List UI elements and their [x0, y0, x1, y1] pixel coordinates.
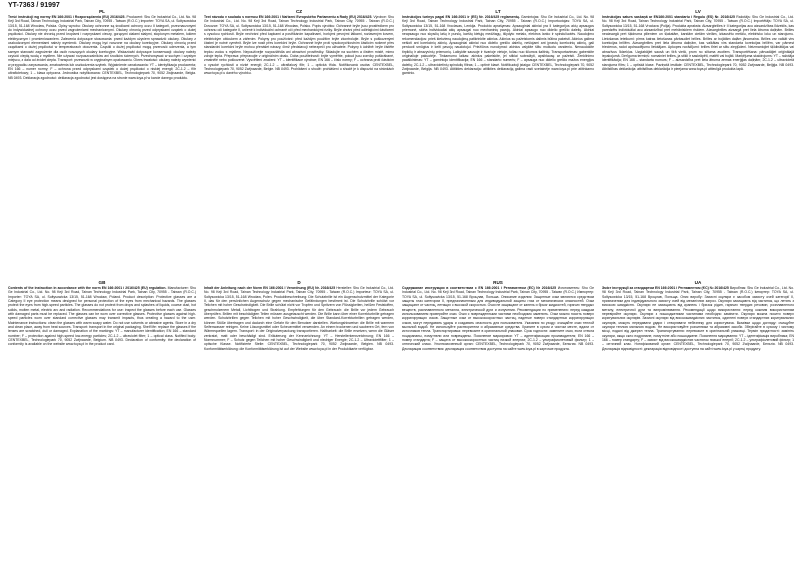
section-text: Producent: Shu Ge Industrial Co., Ltd. No. 98 Keji 3rd Road, Tainan Technology Industrial Park, Tainan City, 70955 - Taiwan (R.O.C.) Importer: TOYA SA, ul. Sołtysowicka 13/15, 51-168 Wrocław, Polska. Opisy wyrobu: Okulary ochronne są środkami ochrony oczu II kategorii, przeznaczonymi do indywidualnej ochrony oczu przed zagrożeniami mechanicznymi. Okulary chronią przed odpryskami cząstek o dużej prędkości. Okulary nie chronią przed kroplami i rozpryskami cieczy, gorącymi ciałami stałymi, stopionym metalem, łukiem elektrycznym i promieniowaniem. Zalecenia dotyczące stosowania: przed każdym użyciem sprawdzić okulary. Okulary z uszkodzonymi elementami należy wymienić. Okulary mogą być noszone na okulary korekcyjne. Okulary chronią przed cząstkami o dużej prędkości w temperaturach otoczenia. Cząstki o dużej prędkości mogą przenosić uderzenia, a tym samym stanowić zagrożenie dla osób noszących okulary korekcyjne. Wskazówki dotyczące konserwacji: okulary należy czyścić ciepłą wodą z mydłem. Nie używać rozpuszczalników ani środków ściernych. Przechowywać w suchym i czystym miejscu, z dala od źródeł ciepła. Transport: przewozić w oryginalnym opakowaniu. Okres trwałości: okulary należy wymienić w przypadku zarysowania, zmatowienia lub uszkodzenia szybek. Wyjaśnienie oznakowania: YT – identyfikacja producenta; EN 166 – numer normy; F – ochrona przed odpryskami cząstek o dużej prędkości o niskiej energii; 2C-1.2 – filtr ultrafioletowy; 1 – klasa optyczna. Jednostka notyfikowana: CENTEXBEL, Technologiepark 70, 9052 Zwijnaarde, Belgia. NB 0493. Deklaracja zgodności: deklaracja zgodności jest dostępna na stronie www.toya.pl w karcie danego produktu.: [8, 15, 196, 80]
section-lt: [402, 9, 594, 271]
section-cz: [204, 9, 394, 271]
section-lang: CZ: [295, 9, 303, 14]
section-lang: RUS: [493, 280, 503, 285]
section-title: Text návodu v souladu s normou EN 166:2001 i Nařízení Evropského Parlamentu a Rady (EU) 2016/425.: [204, 15, 374, 19]
section-body: [204, 15, 394, 76]
section-body: [8, 286, 196, 347]
section-title: Зміст інструкції за стандартом EN 166:2001 і Регламентом (ЄС) № 2016/425: [602, 286, 730, 290]
section-ua: [602, 280, 794, 564]
section-pl: [8, 9, 196, 271]
section-body: [8, 15, 196, 80]
section-gb: [8, 280, 196, 564]
section-body: [602, 286, 794, 351]
section-lang: PL: [99, 9, 105, 14]
section-title: Instrukcijos turinys pagal EN 166:2001 ir (ES) Nr. 2016/425 reglamentą.: [402, 15, 521, 19]
section-body: [402, 286, 594, 351]
section-d: [204, 280, 394, 564]
section-text: Ražotājs: Shu Ge Industrial Co., Ltd. No. 98 Keji 3rd Road, Tainan Technology Industrial Park, Tainan City, 70955 - Taiwan (R.O.C.) Importētājs: TOYA SA, ul. Sołtysowicka 13/15, 51-168 Vroclava (Polija). Produkta apraksts: Aizsargbrilles ir II kategorijas acu aizsardzības līdzeklis, kas paredzēts individuālai acu aizsardzībai pret mehāniskiem riskiem. Aizsargbrilles aizsargā pret liela ātruma daļiņām. Brilles neaizsargā pret šķidruma pilieniem un šļakatām, karstām cietām vielām, izkausētu metālu, elektrisko loku un starojumu. Lietošanas ieteikumi: pirms katras lietošanas pārbaudiet brilles. Brilles ar bojātām daļām jānomaina. Brilles var valkāt virs korekcijas brillēm. Aizsargbrilles pret liela ātruma daļiņām, kas valkātas virs standarta korekcijas brillēm, var pārnest triecienus, radot apdraudējumu lietotājam. Apkopes norādījumi: brilles tīriet ar siltu ziepjūdeni. Neizmantojiet šķīdinātājus vai abrazīvus līdzekļus. Uzglabājiet sausā un tīrā vietā, prom no siltuma avotiem. Transportēšana: pārvadājiet oriģinālajā iepakojumā. Derīguma termiņš: nomainiet brilles, ja stikli ir saskrāpēti, matēti vai bojāti. Marķējuma skaidrojums: YT – ražotāja identifikācija; EN 166 – standarta numurs; F – aizsardzība pret liela ātruma zemas enerģijas daļiņām; 2C-1.2 – ultravioletā starojuma filtrs; 1 – optiskā klase. Paziņotā iestāde: CENTEXBEL, Technologiepark 70, 9052 Zwijnaarde, Beļģija. NB 0493. Atbilstības deklarācija: atbilstības deklarācija ir pieejama www.toya.pl attiecīgā produkta lapā.: [602, 15, 794, 72]
section-lang: D: [297, 280, 301, 285]
section-lang: GB: [98, 280, 106, 285]
section-text: Gamintojas: Shu Ge Industrial Co., Ltd. No. 98 Keji 3rd Road, Tainan Technology Industrial Park, Tainan City, 70955 - Taiwan (R.O.C.) Importuotojas: TOYA SA, ul. Sołtysowicka 13/15, 51-168 Vroclavas, Lenkija. Produkto aprašymas: Apsauginiai akiniai yra II kategorijos akių apsaugos priemonė, skirta individualiai akių apsaugai nuo mechaninių pavojų. Akiniai apsaugo nuo didelio greičio dalelių. Akiniai neapsaugo nuo skysčių lašų ir purslų, karštų kietųjų medžiagų, išlydyto metalo, elektros lanko ir spinduliuotės. Naudojimo rekomendacijos: prieš kiekvieną naudojimą patikrinkite akinius. Akinius su pažeistomis dalimis būtina pakeisti. Akinius galima nešioti ant korekcinių akinių. Apsauginiai akiniai nuo didelio greičio dalelių, nešiojami ant įprastų korekcinių akinių, gali perduoti smūgius ir kelti pavojų naudotojui. Priežiūros nurodymai: akinius valykite šiltu muiluotu vandeniu. Nenaudokite tirpiklių ir abrazyvinių priemonių. Laikykite sausoje ir švarioje vietoje, toliau nuo šilumos šaltinių. Transportavimas: gabenkite originalioje pakuotėje. Tinkamumo laikas: akinius pakeiskite, jei stiklai subraižyti, apsiblausę ar pažeisti. Ženklinimo paaiškinimas: YT – gamintojo identifikacija; EN 166 – standarto numeris; F – apsauga nuo didelio greičio mažos energijos dalelių; 2C-1.2 – ultravioletinių spindulių filtras; 1 – optinė klasė. Notifikuotoji įstaiga: CENTEXBEL, Technologiepark 70, 9052 Zwijnaarde, Belgija. NB 0493. Atitikties deklaracija: atitikties deklaraciją galima rasti svetainėje www.toya.pl prie atitinkamo gaminio.: [402, 15, 594, 76]
section-rus: [402, 280, 594, 564]
section-lang: LV: [695, 9, 701, 14]
section-text: Изготовитель: Shu Ge Industrial Co., Ltd. No. 98 Keji 3rd Road, Tainan Technology Industrial Park, Tainan City, 70955 - Taiwan (R.O.C.) Импортер: TOYA SA, ul. Sołtysowicka 13/15, 51-168 Вроцлав, Польша. Описание изделия: Защитные очки являются средством защиты глаз категории II, предназначенным для индивидуальной защиты глаз от механических опасностей. Очки защищают от частиц, летящих с высокой скоростью. Очки не защищают от капель и брызг жидкостей, горячих твердых веществ, расплавленного металла, электрической дуги и излучения. Рекомендации по применению: перед каждым использованием проверяйте очки. Очки с поврежденными частями необходимо заменить. Очки можно носить поверх корригирующих очков. Защитные очки от высокоскоростных частиц, надетые поверх стандартных корригирующих очков, могут передавать удары и создавать опасность для пользователя. Указания по уходу: очищайте очки теплой мыльной водой. Не используйте растворители и абразивные средства. Храните в сухом и чистом месте, вдали от источников тепла. Транспортировка: перевозите в оригинальной упаковке. Срок годности: замените очки, если стекла поцарапаны, помутнели или повреждены. Пояснение маркировки: YT – идентификация производителя; EN 166 – номер стандарта; F – защита от высокоскоростных частиц низкой энергии; 2C-1.2 – ультрафиолетовый фильтр; 1 – оптический класс. Уполномоченный орган: CENTEXBEL, Technologiepark 70, 9052 Zwijnaarde, Бельгия. NB 0493. Декларация соответствия: декларация соответствия доступна на сайте www.toya.pl в карточке продукта.: [402, 286, 594, 351]
product-code: YT-7363 / 91997: [8, 2, 60, 9]
section-title: Instrukcijas saturs saskaņā ar EN166:2001 standartu i Regulu (ES) Nr. 2016/425: [602, 15, 737, 19]
section-title: Содержание инструкции в соответствии с EN 166:2001 i Регламентом (ЕС) Nr 2016/425: [402, 286, 558, 290]
section-body: [204, 286, 394, 351]
section-title: Inhalt der Anleitung nach der Norm EN 166:2001 I Verordnung (EU) Nr. 2016/425: [204, 286, 337, 290]
section-text: Виробник: Shu Ge Industrial Co., Ltd. No. 98 Keji 3rd Road, Tainan Technology Industrial Park, Tainan City, 70955 - Taiwan (R.O.C.) Імпортер: TOYA SA, ul. Sołtysowicka 13/15, 51-168 Вроцлав, Польща. Опис виробу: Захисні окуляри є засобом захисту очей категорії II, призначеним для індивідуального захисту очей від механічних загроз. Окуляри захищають від частинок, що летять з високою швидкістю. Окуляри не захищають від крапель і бризок рідин, гарячих твердих речовин, розплавленого металу, електричної дуги та випромінювання. Рекомендації щодо використання: перед кожним використанням перевіряйте окуляри. Окуляри з пошкодженими частинами необхідно замінити. Окуляри можна носити поверх коригувальних окулярів. Захисні окуляри від високошвидкісних частинок, одягнені поверх стандартних коригувальних окулярів, можуть передавати удари і створювати небезпеку для користувача. Вказівки щодо догляду: очищуйте окуляри теплою мильною водою. Не використовуйте розчинники та абразивні засоби. Зберігайте в сухому і чистому місці, подалі від джерел тепла. Транспортування: перевозьте в оригінальній упаковці. Термін придатності: замініть окуляри, якщо скло подряпане, помутніле або пошкоджене. Пояснення маркування: YT – ідентифікація виробника; EN 166 – номер стандарту; F – захист від високошвидкісних частинок низької енергії; 2C-1.2 – ультрафіолетовий фільтр; 1 – оптичний клас. Нотифікований орган: CENTEXBEL, Technologiepark 70, 9052 Zwijnaarde, Бельгія. NB 0493. Декларація відповідності: декларація відповідності доступна на сайті www.toya.pl у картці продукту.: [602, 286, 794, 351]
section-title: Treść instrukcji wg normy EN 166:2001 i Rozporządzenia (EU) 2016/425.: [8, 15, 127, 19]
section-title: Contents of the instruction in accordance with the norm EN 166:2001 i 2016/425 (EU) regulation.: [8, 286, 168, 290]
section-text: Výrobce: Shu Ge Industrial Co., Ltd. No. 98 Keji 3rd Road, Tainan Technology Industrial Park, Tainan City, 70955 - Taiwan (R.O.C.) Dovozce: TOYA SA, ul. Sołtysowicka 13/15, 51-168 Wrocław, Polsko. Popis výrobku: Ochranné brýle jsou prostředkem pro ochranu očí kategorie II, určené k individuální ochraně očí před mechanickými riziky. Brýle chrání před odlétajícími částicemi s vysokou rychlostí. Brýle nechrání před kapkami a postříkáním kapalinami, horkými pevnými látkami, roztaveným kovem, elektrickým obloukem a zářením. Pokyny pro používání: před každým použitím brýle zkontrolujte. Brýle s poškozenými částmi je nutné vyměnit. Brýle lze nosit přes korekční brýle. Ochranné brýle proti vysokorychlostním částicím nošené přes standardní korekční brýle mohou přenášet nárazy, čímž představují nebezpečí pro uživatele. Pokyny k údržbě: brýle čistěte teplou vodou s mýdlem. Nepoužívejte rozpouštědla ani abrazivní prostředky. Skladujte na suchém a čistém místě, mimo zdroje tepla. Přeprava: přepravujte v originálním obalu. Doba použitelnosti: brýle vyměňte, pokud jsou zorníky poškrábané, zmatnělé nebo poškozené. Vysvětlení značení: YT – identifikace výrobce; EN 166 – číslo normy; F – ochrana proti částicím o vysoké rychlosti a nízké energii; 2C-1.2 – ultrafialový filtr; 1 – optická třída. Notifikovaná osoba: CENTEXBEL, Technologiepark 70, 9052 Zwijnaarde, Belgie. NB 0493. Prohlášení o shodě: prohlášení o shodě je k dispozici na stránkách www.toya.pl u daného výrobku.: [204, 15, 394, 76]
section-text: Hersteller: Shu Ge Industrial Co., Ltd. No. 98 Keji 3rd Road, Tainan Technology Industrial Park, Tainan City, 70955 - Taiwan (R.O.C.) Importeur: TOYA SA, ul. Sołtysowicka 13/15, 51-168 Wrocław, Polen. Produktbeschreibung: Die Schutzbrille ist ein Augenschutzmittel der Kategorie II, das für den persönlichen Augenschutz gegen mechanische Gefährdungen bestimmt ist. Die Schutzbrille schützt vor Teilchen mit hoher Geschwindigkeit. Die Brille schützt nicht vor Tropfen und Spritzern von Flüssigkeiten, heißen Feststoffen, geschmolzenem Metall, Lichtbogen und Strahlung. Empfehlungen für den Gebrauch: die Brille vor jedem Gebrauch überprüfen. Brillen mit beschädigten Teilen müssen ausgetauscht werden. Die Brille kann über einer Korrekturbrille getragen werden. Schutzbrillen gegen Teilchen mit hoher Geschwindigkeit, die über Standard-Korrekturbrillen getragen werden, können Stöße übertragen und dadurch eine Gefahr für den Benutzer darstellen. Wartungshinweise: die Brille mit warmem Seifenwasser reinigen. Keine Lösungsmittel oder Scheuermittel verwenden. An einem trockenen und sauberen Ort, fern von Wärmequellen lagern. Transport: in der Originalverpackung transportieren. Haltbarkeit: die Brille ersetzen, wenn die Gläser zerkratzt, matt oder beschädigt sind. Erläuterung der Kennzeichnung: YT – Herstellerkennzeichnung; EN 166 – Normnummer; F – Schutz gegen Teilchen mit hoher Geschwindigkeit und niedriger Energie; 2C-1.2 – Ultraviolettfilter; 1 – optische Klasse. Notifizierte Stelle: CENTEXBEL, Technologiepark 70, 9052 Zwijnaarde, Belgien. NB 0493. Konformitätserklärung: die Konformitätserklärung ist auf der Website www.toya.pl in der Produktkarte verfügbar.: [204, 286, 394, 351]
section-lang: UA: [694, 280, 702, 285]
section-text: Manufacturer: Shu Ge Industrial Co., Ltd. No. 98 Keji 3rd Road, Tainan Technology Industrial Park, Tainan City, 70955 - Taiwan (R.O.C.) Importer: TOYA SA, ul. Sołtysowicka 13/15, 51-168 Wrocław, Poland. Product description: Protective glasses are a Category II eye protection means designed for personal protection of the eyes from mechanical hazards. The glasses protect the eyes from high-speed particles. The glasses do not protect from drops and splashes of liquids, coarse dust, hot solids, molten metal, electric arc and radiation. Recommendations for use: inspect the glasses before each use. Glasses with damaged parts must be replaced. The glasses can be worn over corrective glasses. Protective glasses against high-speed particles worn over standard corrective glasses may transmit impacts, thus creating a hazard to the user. Maintenance instructions: clean the glasses with warm soapy water. Do not use solvents or abrasive agents. Store in a dry and clean place, away from heat sources. Transport: transport in the original packaging. Shelf life: replace the glasses if the lenses are scratched, dull or damaged. Explanation of the markings: YT – manufacturer identification; EN 166 – standard number; F – protection against high-speed low-energy particles; 2C-1.2 – ultraviolet filter; 1 – optical class. Notified body: CENTEXBEL, Technologiepark 70, 9052 Zwijnaarde, Belgium. NB 0493. Declaration of conformity: the declaration of conformity is available on the website www.toya.pl in the product card.: [8, 286, 196, 347]
section-lv: [602, 9, 794, 271]
section-lang: LT: [495, 9, 501, 14]
section-body: [402, 15, 594, 76]
section-body: [602, 15, 794, 71]
